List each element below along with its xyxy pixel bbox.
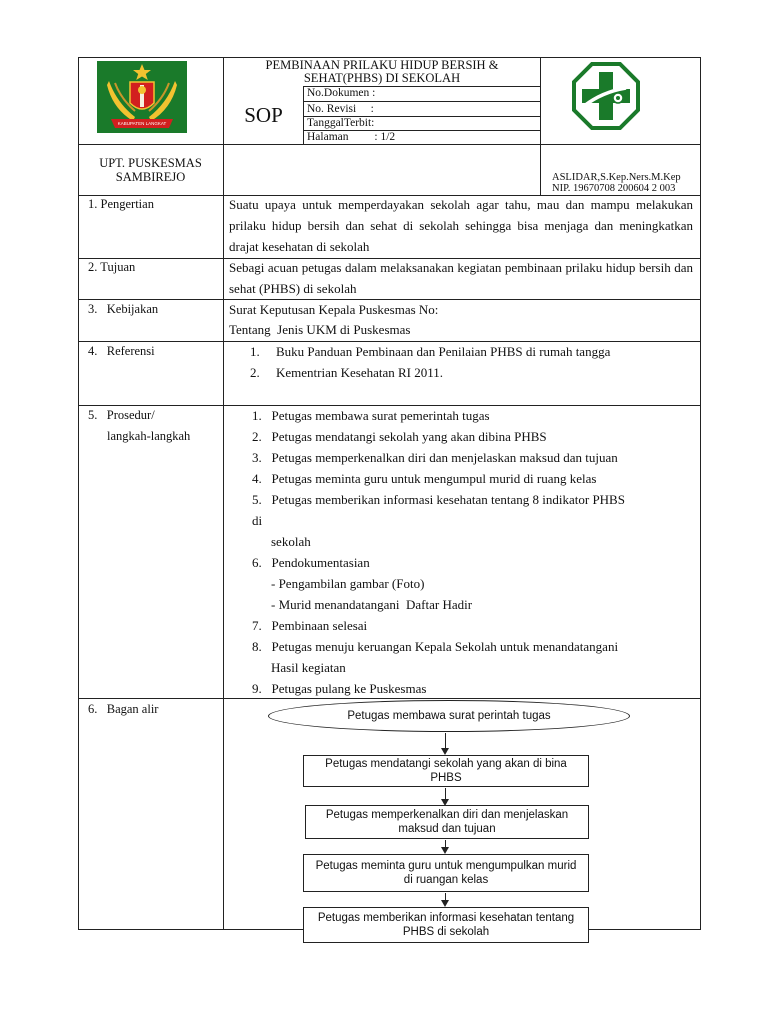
prosedur-step: 6. Pendokumentasian xyxy=(252,555,370,570)
prosedur-step: 8. Petugas menuju keruangan Kepala Sekolah untuk menandatangani xyxy=(252,639,619,654)
logo-banner-text: KABUPATEN LANGKAT xyxy=(117,121,167,126)
row-divider xyxy=(78,299,701,300)
prosedur-step: 2. Petugas mendatangi sekolah yang akan dibina PHBS xyxy=(252,429,547,444)
header-right-divider xyxy=(540,57,541,195)
row-divider xyxy=(78,405,701,406)
section-text-tujuan: Sebagi acuan petugas dalam melaksanakan kegiatan pembinaan prilaku hidup bersih dan sehat (PHBS) di sekolah xyxy=(229,260,693,296)
signer-name: ASLIDAR,S.Kep.Ners.M.Kep xyxy=(552,172,681,183)
row-divider xyxy=(78,698,701,699)
section-label-prosedur: 5. Prosedur/ xyxy=(88,408,155,422)
row-divider xyxy=(78,341,701,342)
field-no-revisi: No. Revisi : xyxy=(307,103,374,115)
prosedur-step: 3. Petugas memperkenalkan diri dan menjelaskan maksud dan tujuan xyxy=(252,450,618,465)
section-label-referensi: 4. Referensi xyxy=(88,344,155,358)
kebijakan-line1: Surat Keputusan Kepala Puskesmas No: xyxy=(229,302,439,317)
prosedur-step-wrap: di xyxy=(252,513,263,528)
section-label-prosedur-2: langkah-langkah xyxy=(107,429,191,443)
header-row-divider xyxy=(78,144,701,145)
prosedur-step-wrap: Hasil kegiatan xyxy=(271,660,346,675)
field-tanggal-terbit: TanggalTerbit: xyxy=(307,117,375,129)
signer-nip: NIP. 19670708 200604 2 003 xyxy=(552,183,676,194)
prosedur-step: 4. Petugas meminta guru untuk mengumpul murid di ruang kelas xyxy=(252,471,597,486)
section-label-tujuan: 2. Tujuan xyxy=(88,260,136,274)
flow-arrow-head xyxy=(441,847,449,854)
section-text-pengertian: Suatu upaya untuk memperdayakan sekolah agar tahu, mau dan mampu melakukan prilaku hidup bersih dan sehat di sekolah sehingga bisa menjaga dan meningkatkan drajat kesehatan di sekolah xyxy=(229,197,693,254)
section-label-pengertian: 1. Pengertian xyxy=(88,197,154,211)
column-divider xyxy=(223,57,224,930)
prosedur-step-wrap: sekolah xyxy=(271,534,311,549)
section-label-kebijakan: 3. Kebijakan xyxy=(88,302,159,316)
table-border-left xyxy=(78,57,79,930)
prosedur-step: 9. Petugas pulang ke Puskesmas xyxy=(252,681,427,696)
document-title-line2: SEHAT(PHBS) DI SEKOLAH xyxy=(303,71,461,85)
field-halaman: Halaman : 1/2 xyxy=(307,131,396,143)
document-title-line1: PEMBINAAN PRILAKU HIDUP BERSIH & xyxy=(265,58,499,72)
puskesmas-logo xyxy=(572,62,640,130)
flowchart-start-ellipse: Petugas membawa surat perintah tugas xyxy=(268,700,630,732)
prosedur-substep: - Pengambilan gambar (Foto) xyxy=(271,576,425,591)
org-name-line2: SAMBIREJO xyxy=(115,170,186,184)
sop-divider xyxy=(303,86,304,144)
referensi-item: 2. Kementrian Kesehatan RI 2011. xyxy=(250,365,444,380)
kabupaten-logo xyxy=(97,61,187,133)
prosedur-step: 1. Petugas membawa surat pemerintah tugas xyxy=(252,408,490,423)
flow-arrow-head xyxy=(441,900,449,907)
prosedur-step: 5. Petugas memberikan informasi kesehatan tentang 8 indikator PHBS xyxy=(252,492,625,507)
table-border-right xyxy=(700,57,701,930)
flowchart-step-box: Petugas mendatangi sekolah yang akan di bina PHBS xyxy=(303,755,589,787)
flow-arrow xyxy=(445,733,446,749)
flowchart-step-box: Petugas meminta guru untuk mengumpulkan murid di ruangan kelas xyxy=(303,854,589,892)
sop-label: SOP xyxy=(244,103,283,127)
flowchart-step-box: Petugas memperkenalkan diri dan menjelaskan maksud dan tujuan xyxy=(305,805,589,839)
field-line xyxy=(303,101,541,102)
field-no-dokumen: No.Dokumen : xyxy=(307,87,376,99)
flowchart-step-box: Petugas memberikan informasi kesehatan tentang PHBS di sekolah xyxy=(303,907,589,943)
prosedur-step: 7. Pembinaan selesai xyxy=(252,618,368,633)
section-label-bagan-alir: 6. Bagan alir xyxy=(88,702,159,716)
org-name-line1: UPT. PUSKESMAS xyxy=(99,156,202,170)
kebijakan-line2: Tentang Jenis UKM di Puskesmas xyxy=(229,322,411,337)
prosedur-substep: - Murid menandatangani Daftar Hadir xyxy=(271,597,473,612)
referensi-item: 1. Buku Panduan Pembinaan dan Penilaian PHBS di rumah tangga xyxy=(250,344,611,359)
flow-arrow-head xyxy=(441,748,449,755)
